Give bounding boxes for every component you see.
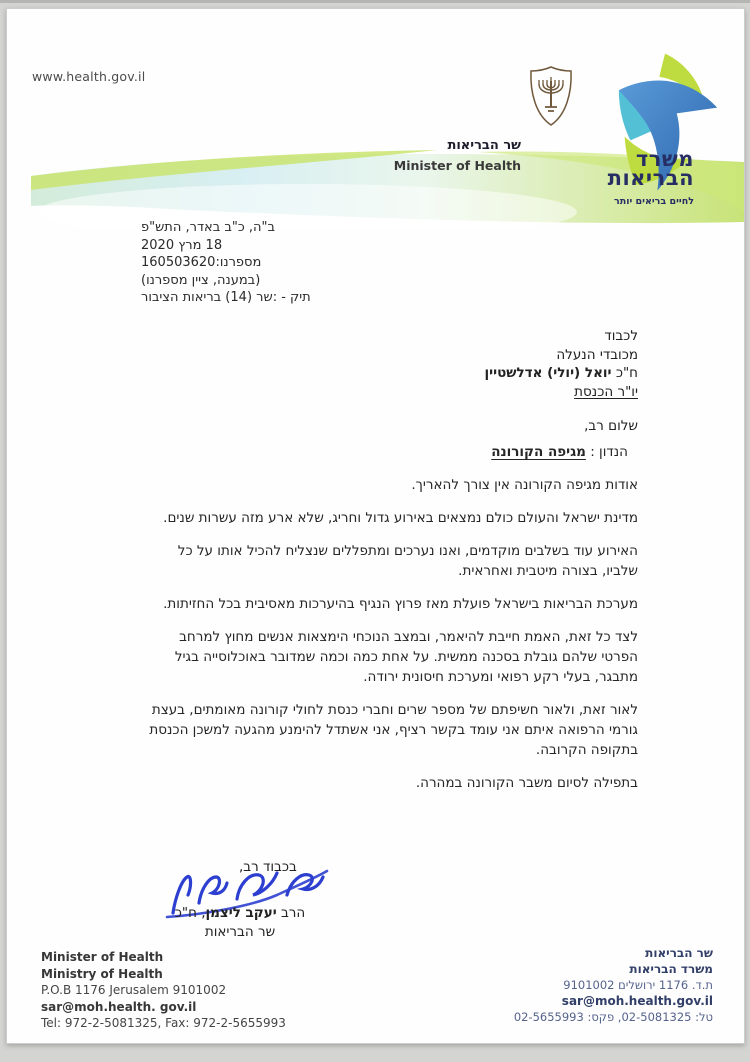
subject-separator: :: [585, 444, 600, 460]
footer-en-ministry: Ministry of Health: [41, 966, 163, 981]
recipient-role: יו"ר הכנסת: [574, 383, 638, 400]
paragraph-1: אודות מגיפה הקורונה אין צורך להאריך.: [411, 477, 638, 493]
signer-name: יעקב ליצמן: [205, 905, 277, 921]
recipient-name: יואל (יולי) אדלשטיין: [484, 365, 612, 381]
footer-en-phone: Tel: 972-2-5081325, Fax: 972-2-5655993: [41, 1016, 286, 1030]
footer-he-address: ת.ד. 1176 ירושלים 9101002: [563, 978, 713, 992]
reference-block: [141, 219, 411, 307]
signer-name-line: [147, 904, 333, 923]
hebrew-date-line: ב"ה, כ"ב באדר, התש"פ: [141, 220, 276, 235]
signer-suffix: , ח"כ: [174, 905, 206, 921]
paragraph-4: מערכת הבריאות בישראל פועלת מאז פרוץ הנגיף בהיערכות מאסיבית בכל החזיתות.: [163, 596, 638, 612]
our-number-line: מספרנו:160503620: [141, 255, 262, 270]
gregorian-date-line: 18 מרץ 2020: [141, 237, 223, 253]
signer-prefix: הרב: [276, 905, 306, 921]
footer-english-block: [41, 949, 286, 1032]
paragraph-3: האירוע עוד בשלבים מוקדמים, ואנו נערכים ומתפללים שנצליח להכיל אותו על כל שלביו, בצורה מיטבית ואחראית.: [177, 543, 638, 579]
subject-label: הנדון: [599, 444, 628, 460]
letter-page: [6, 8, 745, 1044]
logo-title-line1: משרד: [635, 147, 694, 171]
footer-he-ministry: משרד הבריאות: [629, 962, 713, 976]
logo-tagline: לחיים בריאים יותר: [613, 196, 694, 207]
footer-en-email: sar@moh.health. gov.il: [41, 999, 197, 1014]
subject-line: [141, 442, 628, 462]
footer-hebrew-block: [514, 945, 713, 1025]
signer-block: [147, 904, 333, 942]
paragraph-7: בתפילה לסיום משבר הקורונה במהרה.: [415, 775, 638, 791]
recipient-name-line: [485, 364, 639, 383]
recipient-to: לכבוד: [604, 328, 638, 344]
subject-text: מגיפה הקורונה: [491, 444, 586, 460]
closing-salutation: בכבוד רב,: [239, 859, 297, 875]
recipient-block: [485, 327, 639, 401]
paragraph-2: מדינת ישראל והעולם כולם נמצאים באירוע גדול וחריג, שלא ארע מזה עשרות שנים.: [163, 510, 638, 526]
recipient-honorific: מכובדי הנעלה: [556, 346, 638, 363]
footer-en-minister: Minister of Health: [41, 950, 164, 964]
footer-he-minister: שר הבריאות: [645, 946, 713, 960]
minister-label-hebrew: שר הבריאות: [447, 138, 521, 153]
minister-label-english: Minister of Health: [393, 158, 521, 173]
paragraph-6: לאור זאת, ולאור חשיפתם של מספר שרים וחברי כנסת לחולי קורונה מאומתים, בעצת גורמי הרפואה איתם אני עומד בקשר רציף, אני אשתדל להימנע מהגעה למשכן הכנסת בתקופה הקרובה.: [149, 702, 638, 758]
file-line: תיק - :שר (14) בריאות הציבור: [141, 290, 311, 305]
footer-he-email: sar@moh.health.gov.il: [561, 994, 713, 1008]
logo-title-line2: הבריאות: [607, 166, 694, 190]
state-emblem-icon: [525, 65, 577, 127]
paragraph-5: לצד כל זאת, האמת חייבת להיאמר, ובמצב הנוכחי הימצאות אנשים מחוץ למרחב הפרטי שלהם גובלת בסכנה ממשית. על אחת כמה וכמה שמדובר באוכלוסייה בגיל מתבגר, בעלי רקע רפואי ומערכת חיסונית ירודה.: [174, 629, 638, 685]
website-url: www.health.gov.il: [32, 69, 146, 84]
recipient-name-prefix: ח"כ: [611, 365, 638, 381]
greeting: שלום רב,: [584, 418, 638, 434]
moh-logo-wordmark: [607, 147, 694, 211]
footer-en-address: P.O.B 1176 Jerusalem 9101002: [41, 983, 227, 997]
letter-body: [141, 442, 638, 806]
reply-note-line: (במענה, ציין מספרנו): [141, 272, 261, 288]
signer-title: שר הבריאות: [204, 924, 276, 940]
footer-he-phone: טל: 02-5081325, פקס: 02-5655993: [513, 1010, 713, 1024]
minister-labels: [394, 138, 521, 173]
